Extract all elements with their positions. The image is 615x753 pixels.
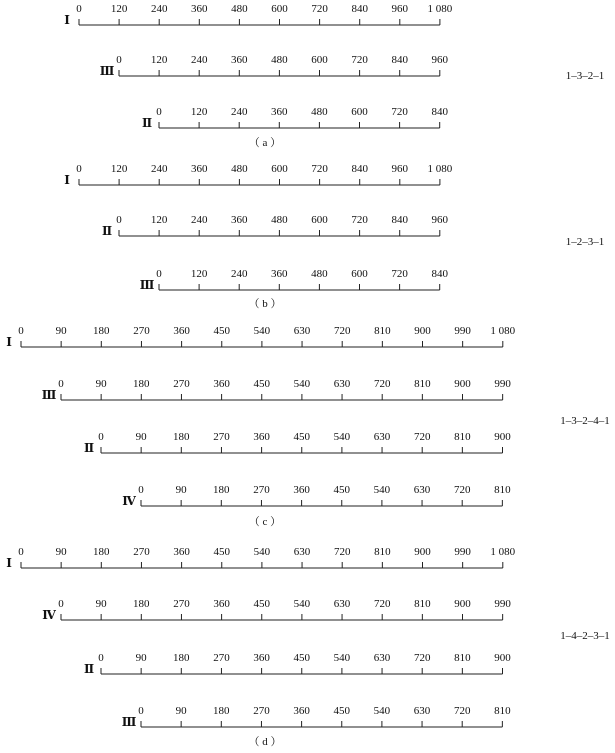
tick-label: 240 xyxy=(230,106,248,118)
timing-row xyxy=(6,546,515,570)
tick-label: 840 xyxy=(431,268,448,280)
tick-label: 720 xyxy=(333,546,351,558)
tick-label: 270 xyxy=(173,598,190,610)
tick-label: 720 xyxy=(453,484,471,496)
tick-label: 360 xyxy=(231,214,248,226)
tick-label: 720 xyxy=(351,214,368,226)
cylinder-label: Ⅲ xyxy=(41,388,57,402)
panel-caption: （ b ） xyxy=(248,298,282,310)
panel-c xyxy=(6,325,610,528)
tick-label: 810 xyxy=(494,484,511,496)
tick-label: 120 xyxy=(150,54,168,66)
tick-label: 120 xyxy=(150,214,168,226)
tick-label: 840 xyxy=(391,54,408,66)
tick-label: 720 xyxy=(311,3,328,15)
cylinder-label: Ⅱ xyxy=(101,224,113,238)
tick-label: 720 xyxy=(373,598,391,610)
tick-label: 180 xyxy=(93,546,110,558)
tick-label: 900 xyxy=(494,652,511,664)
tick-label: 240 xyxy=(190,214,208,226)
tick-label: 480 xyxy=(311,268,328,280)
tick-label: 450 xyxy=(293,431,310,443)
tick-label: 960 xyxy=(431,54,449,66)
tick-label: 450 xyxy=(213,546,230,558)
cylinder-label: Ⅰ xyxy=(64,173,70,187)
tick-label: 600 xyxy=(271,163,288,175)
tick-label: 990 xyxy=(494,378,511,390)
tick-label: 480 xyxy=(231,163,248,175)
tick-label: 900 xyxy=(454,598,471,610)
tick-label: 840 xyxy=(391,214,408,226)
tick-label: 540 xyxy=(253,325,271,337)
tick-label: 0 xyxy=(76,3,82,15)
tick-label: 0 xyxy=(58,598,64,610)
tick-label: 990 xyxy=(454,325,471,337)
tick-label: 990 xyxy=(454,546,471,558)
tick-label: 0 xyxy=(156,268,162,280)
tick-label: 540 xyxy=(333,431,351,443)
cylinder-label: Ⅰ xyxy=(6,335,12,349)
tick-label: 120 xyxy=(110,3,128,15)
tick-label: 240 xyxy=(230,268,248,280)
panel-b xyxy=(64,163,604,310)
tick-label: 240 xyxy=(150,3,168,15)
cylinder-label: Ⅱ xyxy=(83,662,95,676)
tick-label: 480 xyxy=(311,106,328,118)
cylinder-label: Ⅲ xyxy=(99,64,115,78)
tick-label: 360 xyxy=(293,705,310,717)
tick-label: 0 xyxy=(116,54,122,66)
tick-label: 270 xyxy=(213,431,230,443)
timing-row xyxy=(64,163,453,187)
timing-row xyxy=(122,484,511,508)
tick-label: 1 080 xyxy=(490,325,516,337)
timing-row xyxy=(140,268,449,292)
timing-row xyxy=(42,378,512,402)
tick-label: 360 xyxy=(173,546,190,558)
timing-row xyxy=(84,431,511,455)
panel-caption: （ c ） xyxy=(248,516,282,528)
panel-d xyxy=(6,546,610,748)
tick-label: 450 xyxy=(333,484,350,496)
tick-label: 0 xyxy=(18,546,24,558)
tick-label: 810 xyxy=(374,325,391,337)
tick-label: 360 xyxy=(253,431,270,443)
cylinder-label: Ⅱ xyxy=(141,116,153,130)
cylinder-label: Ⅰ xyxy=(6,556,12,570)
tick-label: 90 xyxy=(135,652,147,664)
tick-label: 270 xyxy=(133,546,150,558)
tick-label: 360 xyxy=(271,106,288,118)
tick-label: 90 xyxy=(55,546,67,558)
panel-caption: （ a ） xyxy=(248,137,282,149)
tick-label: 630 xyxy=(413,484,431,496)
tick-label: 630 xyxy=(333,598,351,610)
tick-label: 360 xyxy=(213,378,230,390)
tick-label: 900 xyxy=(454,378,471,390)
tick-label: 0 xyxy=(58,378,64,390)
tick-label: 270 xyxy=(213,652,230,664)
tick-label: 720 xyxy=(391,106,408,118)
cylinder-label: Ⅲ xyxy=(139,278,155,292)
tick-label: 600 xyxy=(271,3,288,15)
tick-label: 720 xyxy=(311,163,328,175)
tick-label: 540 xyxy=(253,546,271,558)
tick-label: 480 xyxy=(231,3,248,15)
tick-label: 720 xyxy=(333,325,351,337)
tick-label: 720 xyxy=(413,652,431,664)
tick-label: 360 xyxy=(191,3,208,15)
tick-label: 450 xyxy=(293,652,310,664)
tick-label: 480 xyxy=(271,54,288,66)
timing-row xyxy=(6,325,515,349)
tick-label: 0 xyxy=(98,652,104,664)
tick-label: 450 xyxy=(253,378,270,390)
firing-order-label: 1–4–2–3–1 xyxy=(560,630,610,642)
tick-label: 90 xyxy=(95,598,107,610)
timing-row xyxy=(42,598,511,622)
tick-label: 180 xyxy=(213,484,230,496)
tick-label: 180 xyxy=(133,598,150,610)
tick-label: 630 xyxy=(293,546,311,558)
cylinder-label: Ⅱ xyxy=(83,441,95,455)
timing-row xyxy=(64,3,453,27)
timing-row xyxy=(122,705,511,729)
tick-label: 270 xyxy=(133,325,150,337)
cylinder-label: Ⅳ xyxy=(42,608,56,622)
tick-label: 810 xyxy=(414,598,431,610)
firing-order-label: 1–3–2–1 xyxy=(565,70,605,82)
tick-label: 90 xyxy=(175,705,187,717)
cylinder-label: Ⅳ xyxy=(122,494,136,508)
tick-label: 450 xyxy=(213,325,230,337)
tick-label: 360 xyxy=(213,598,230,610)
tick-label: 90 xyxy=(55,325,67,337)
panel-a xyxy=(64,3,604,149)
tick-label: 0 xyxy=(138,484,144,496)
tick-label: 600 xyxy=(311,214,328,226)
tick-label: 900 xyxy=(494,431,511,443)
tick-label: 840 xyxy=(351,3,368,15)
tick-label: 600 xyxy=(351,106,368,118)
tick-label: 540 xyxy=(373,484,391,496)
tick-label: 540 xyxy=(333,652,351,664)
tick-label: 360 xyxy=(293,484,310,496)
tick-label: 720 xyxy=(391,268,408,280)
tick-label: 540 xyxy=(293,378,311,390)
tick-label: 180 xyxy=(213,705,230,717)
tick-label: 0 xyxy=(116,214,122,226)
tick-label: 600 xyxy=(311,54,328,66)
tick-label: 480 xyxy=(271,214,288,226)
tick-label: 270 xyxy=(173,378,190,390)
tick-label: 810 xyxy=(454,431,471,443)
tick-label: 1 080 xyxy=(427,163,453,175)
tick-label: 810 xyxy=(454,652,471,664)
tick-label: 360 xyxy=(253,652,270,664)
tick-label: 360 xyxy=(231,54,248,66)
tick-label: 630 xyxy=(373,431,391,443)
tick-label: 840 xyxy=(431,106,448,118)
tick-label: 720 xyxy=(351,54,368,66)
tick-label: 120 xyxy=(110,163,128,175)
tick-label: 1 080 xyxy=(490,546,516,558)
tick-label: 960 xyxy=(391,163,409,175)
tick-label: 240 xyxy=(150,163,168,175)
tick-label: 360 xyxy=(271,268,288,280)
tick-label: 600 xyxy=(351,268,368,280)
tick-label: 720 xyxy=(453,705,471,717)
tick-label: 540 xyxy=(373,705,391,717)
tick-label: 120 xyxy=(190,106,208,118)
tick-label: 270 xyxy=(253,705,270,717)
tick-label: 540 xyxy=(293,598,311,610)
cylinder-label: Ⅰ xyxy=(64,13,70,27)
tick-label: 90 xyxy=(135,431,147,443)
timing-row xyxy=(100,54,449,78)
tick-label: 120 xyxy=(190,268,208,280)
tick-label: 180 xyxy=(173,431,190,443)
tick-label: 240 xyxy=(190,54,208,66)
panel-caption: （ d ） xyxy=(248,736,282,748)
tick-label: 840 xyxy=(351,163,368,175)
tick-label: 360 xyxy=(173,325,190,337)
tick-label: 0 xyxy=(76,163,82,175)
tick-label: 90 xyxy=(175,484,187,496)
tick-label: 900 xyxy=(414,546,431,558)
tick-label: 0 xyxy=(138,705,144,717)
firing-order-label: 1–3–2–4–1 xyxy=(560,415,610,427)
tick-label: 0 xyxy=(98,431,104,443)
cylinder-label: Ⅲ xyxy=(121,715,137,729)
timing-row xyxy=(84,652,511,676)
tick-label: 810 xyxy=(374,546,391,558)
tick-label: 990 xyxy=(494,598,511,610)
tick-label: 360 xyxy=(191,163,208,175)
tick-label: 810 xyxy=(414,378,431,390)
tick-label: 960 xyxy=(431,214,449,226)
tick-label: 960 xyxy=(391,3,409,15)
tick-label: 0 xyxy=(18,325,24,337)
tick-label: 630 xyxy=(373,652,391,664)
tick-label: 900 xyxy=(414,325,431,337)
tick-label: 0 xyxy=(156,106,162,118)
tick-label: 630 xyxy=(333,378,351,390)
timing-row xyxy=(102,214,449,238)
tick-label: 180 xyxy=(133,378,150,390)
tick-label: 180 xyxy=(93,325,110,337)
tick-label: 90 xyxy=(95,378,107,390)
tick-label: 630 xyxy=(413,705,431,717)
timing-row xyxy=(142,106,449,130)
tick-label: 450 xyxy=(253,598,270,610)
tick-label: 720 xyxy=(413,431,431,443)
tick-label: 450 xyxy=(333,705,350,717)
tick-label: 810 xyxy=(494,705,511,717)
tick-label: 270 xyxy=(253,484,270,496)
tick-label: 1 080 xyxy=(427,3,453,15)
tick-label: 180 xyxy=(173,652,190,664)
tick-label: 720 xyxy=(373,378,391,390)
firing-order-label: 1–2–3–1 xyxy=(565,236,605,248)
tick-label: 630 xyxy=(293,325,311,337)
